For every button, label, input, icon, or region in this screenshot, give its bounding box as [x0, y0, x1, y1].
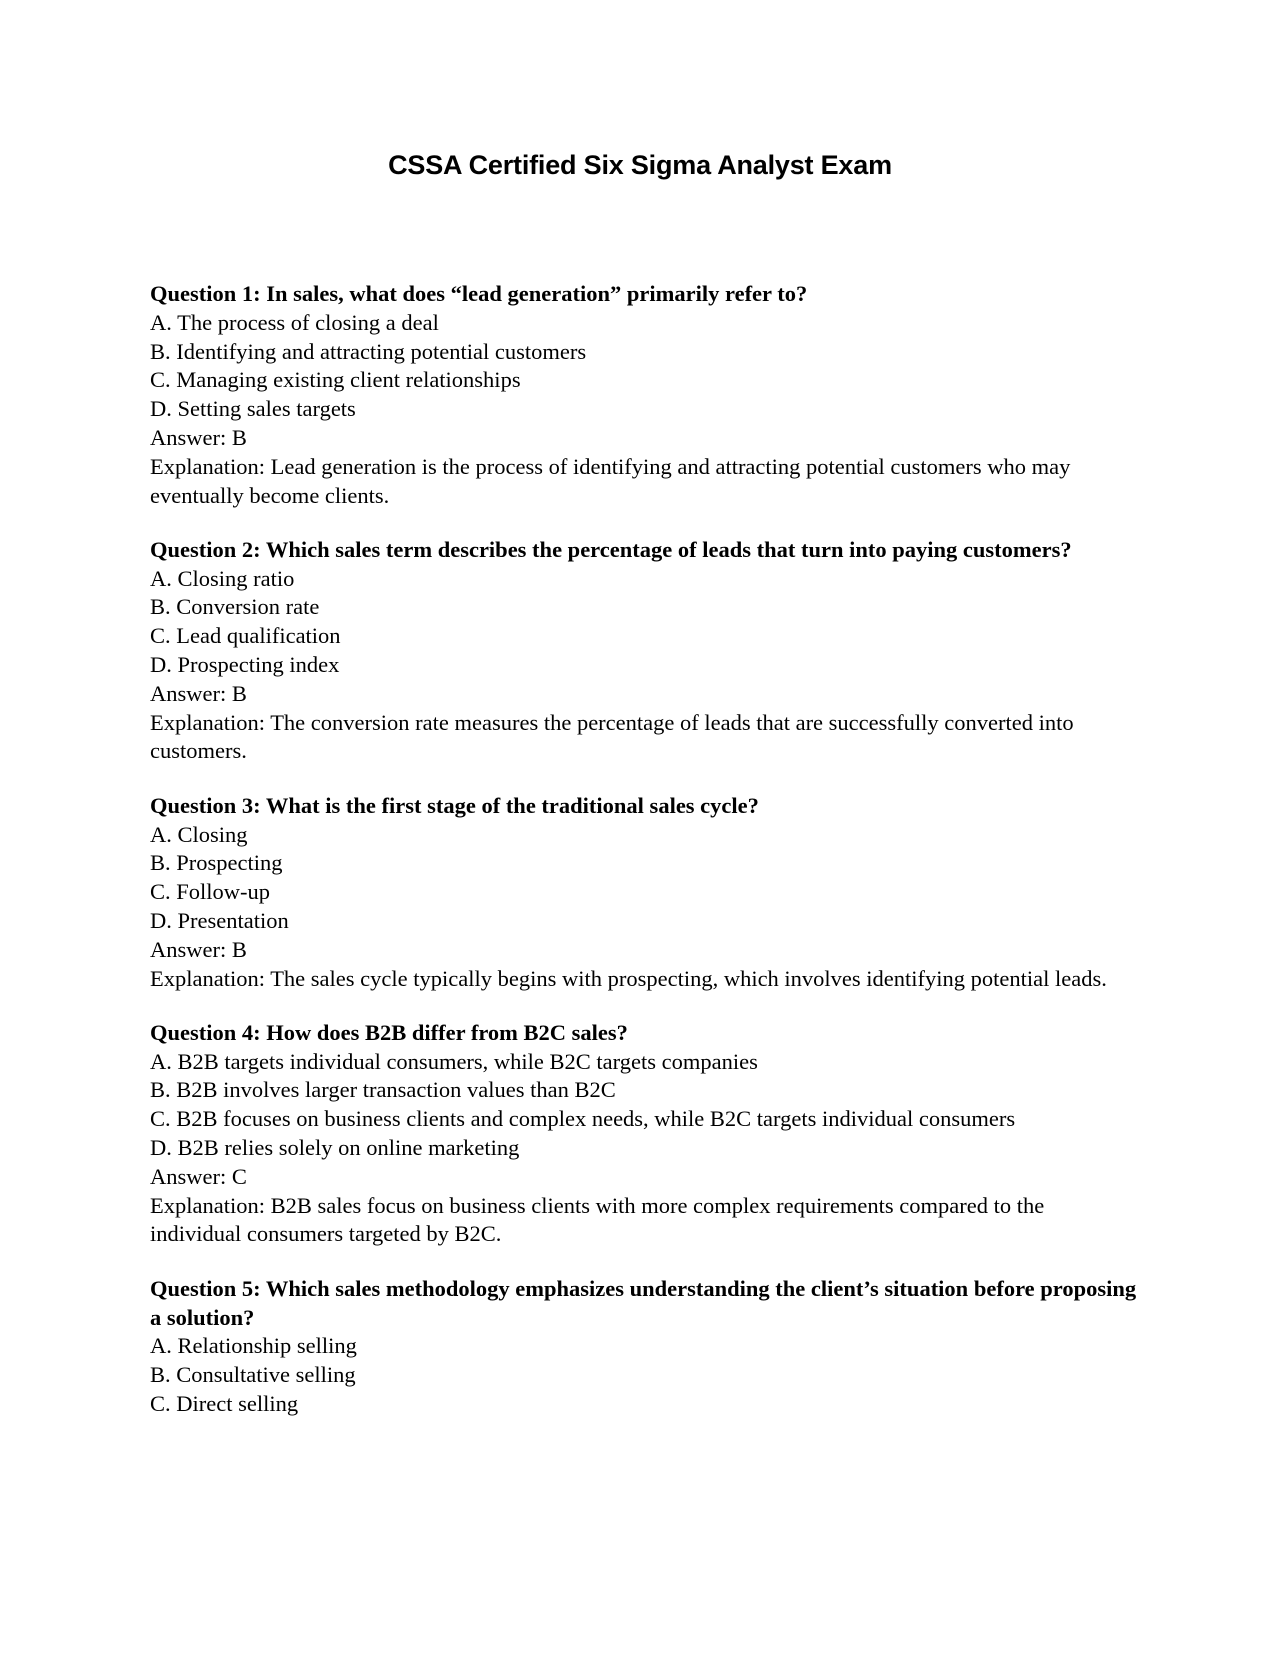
answer-option: A. The process of closing a deal [150, 309, 439, 335]
answer-option: C. Direct selling [150, 1390, 299, 1416]
question-block-1 [150, 280, 1140, 510]
question-block-4 [150, 1019, 1140, 1249]
answer-explanation: Explanation: B2B sales focus on business clients with more complex requirements compared to the individual consumers targeted by B2C. [150, 1192, 1045, 1247]
answer-explanation: Explanation: Lead generation is the process of identifying and attracting potential customers who may eventually become clients. [150, 453, 1071, 508]
question-list [150, 280, 1140, 1444]
question-heading: Question 5: Which sales methodology emphasizes understanding the client’s situation before proposing a solution? [150, 1275, 1137, 1330]
page-title: CSSA Certified Six Sigma Analyst Exam [388, 150, 892, 180]
question-heading: Question 2: Which sales term describes the percentage of leads that turn into paying customers? [150, 536, 1072, 562]
correct-answer: Answer: B [150, 936, 247, 962]
answer-option: B. Identifying and attracting potential customers [150, 338, 587, 364]
question-block-5 [150, 1275, 1140, 1419]
answer-option: A. Closing [150, 821, 248, 847]
question-block-2 [150, 536, 1140, 766]
answer-option: B. Prospecting [150, 850, 283, 876]
correct-answer: Answer: B [150, 680, 247, 706]
answer-option: A. Closing ratio [150, 565, 295, 591]
answer-explanation: Explanation: The conversion rate measures the percentage of leads that are successfully converted into customers. [150, 709, 1074, 764]
answer-option: B. B2B involves larger transaction values than B2C [150, 1077, 616, 1103]
answer-option: D. Setting sales targets [150, 396, 356, 422]
answer-option: D. Prospecting index [150, 652, 340, 678]
question-heading: Question 1: In sales, what does “lead generation” primarily refer to? [150, 281, 808, 306]
question-block-3 [150, 792, 1140, 994]
question-heading: Question 4: How does B2B differ from B2C sales? [150, 1019, 628, 1045]
question-heading: Question 3: What is the first stage of the traditional sales cycle? [150, 792, 759, 818]
answer-option: D. B2B relies solely on online marketing [150, 1135, 520, 1161]
correct-answer: Answer: C [150, 1163, 247, 1189]
answer-option: B. Conversion rate [150, 594, 320, 620]
answer-option: A. Relationship selling [150, 1333, 357, 1359]
answer-option: A. B2B targets individual consumers, while B2C targets companies [150, 1048, 758, 1074]
answer-option: C. Managing existing client relationships [150, 367, 521, 393]
answer-option: C. Lead qualification [150, 623, 341, 649]
answer-option: C. B2B focuses on business clients and complex needs, while B2C targets individual consumers [150, 1106, 1016, 1132]
correct-answer: Answer: B [150, 424, 247, 450]
answer-option: D. Presentation [150, 907, 289, 933]
answer-option: B. Consultative selling [150, 1362, 356, 1388]
answer-option: C. Follow-up [150, 879, 271, 905]
answer-explanation: Explanation: The sales cycle typically begins with prospecting, which involves identifying potential leads. [150, 965, 1107, 991]
